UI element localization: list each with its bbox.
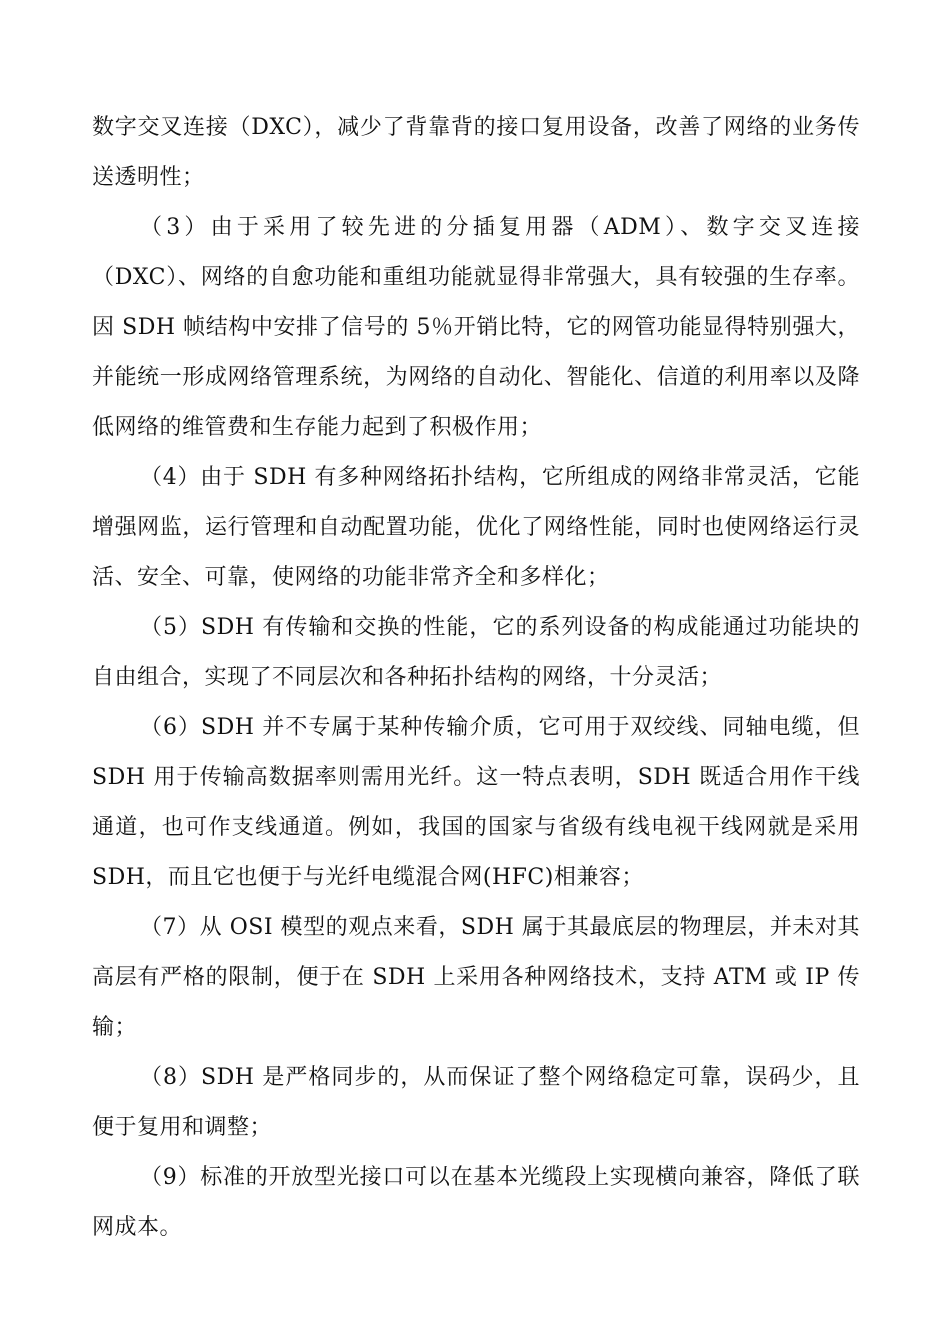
paragraph-continuation: 数字交叉连接（DXC），减少了背靠背的接口复用设备，改善了网络的业务传送透明性； [92,115,860,190]
paragraph-item-7: （7）从 OSI 模型的观点来看，SDH 属于其最底层的物理层，并未对其高层有严格的限制，便于在 SDH 上采用各种网络技术，支持 ATM 或 IP 传输； [92,915,860,1040]
paragraph-item-9: （9）标准的开放型光接口可以在基本光缆段上实现横向兼容，降低了联网成本。 [92,1165,860,1240]
paragraph-item-3: （3）由于采用了较先进的分插复用器（ADM）、数字交叉连接（DXC）、网络的自愈功能和重组功能就显得非常强大，具有较强的生存率。因 SDH 帧结构中安排了信号的 5％开销比特，它的网管功能显得特别强大，并能统一形成网络管理系统，为网络的自动化、智能化、信道的利用率以及降低网络的维管费和生存能力起到了积极作用； [92,215,860,440]
paragraph-item-8: （8）SDH 是严格同步的，从而保证了整个网络稳定可靠，误码少，且便于复用和调整； [92,1065,860,1140]
document-body [92,103,860,1253]
paragraph-item-5: （5）SDH 有传输和交换的性能，它的系列设备的构成能通过功能块的自由组合，实现了不同层次和各种拓扑结构的网络，十分灵活； [92,615,860,690]
paragraph-item-4: （4）由于 SDH 有多种网络拓扑结构，它所组成的网络非常灵活，它能增强网监，运行管理和自动配置功能，优化了网络性能，同时也使网络运行灵活、安全、可靠，使网络的功能非常齐全和多样化； [92,465,860,590]
paragraph-item-6: （6）SDH 并不专属于某种传输介质，它可用于双绞线、同轴电缆，但 SDH 用于传输高数据率则需用光纤。这一特点表明，SDH 既适合用作干线通道，也可作支线通道。例如，我国的国家与省级有线电视干线网就是采用 SDH，而且它也便于与光纤电缆混合网(HFC)相兼容； [92,715,860,890]
